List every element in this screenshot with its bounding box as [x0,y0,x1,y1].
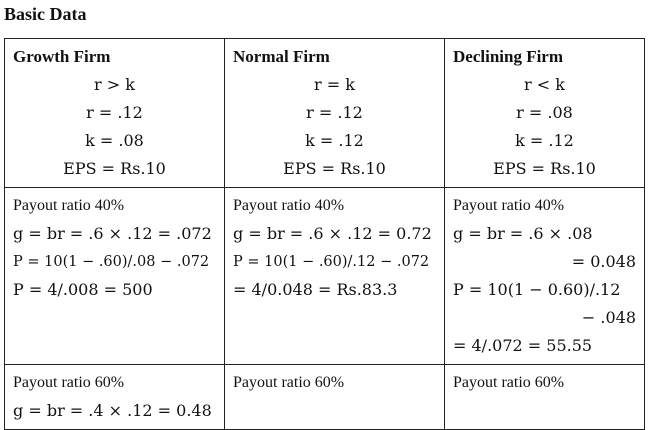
payout-40-row [5,188,645,365]
normal-payout60-label: Payout ratio 60% [233,374,345,391]
declining-payout60-label: Payout ratio 60% [453,374,565,391]
normal-payout40-label: Payout ratio 40% [233,197,345,214]
normal-payout40-cell [225,188,445,365]
declining-condition: r < k [524,75,565,94]
declining-eps-value: EPS = Rs.10 [493,159,596,178]
declining-k-value: k = .12 [515,131,574,150]
declining-payout60-cell [445,365,645,430]
normal-payout40-price-formula: P = 10(1 − .60)/.12 − .072 [233,254,430,270]
growth-payout40-label: Payout ratio 40% [13,197,125,214]
normal-k-value: k = .12 [305,131,364,150]
growth-payout40-cell [5,188,225,365]
growth-payout40-growth-rate: g = br = .6 × .12 = .072 [13,224,212,243]
normal-firm-title: Normal Firm [233,47,330,66]
growth-eps-value: EPS = Rs.10 [63,159,166,178]
normal-payout40-growth-rate: g = br = .6 × .12 = 0.72 [233,224,432,243]
declining-r-value: r = .08 [516,103,573,122]
normal-eps-value: EPS = Rs.10 [283,159,386,178]
growth-payout40-price-formula: P = 10(1 − .60)/.08 − .072 [13,254,210,270]
declining-payout40-growth-result: = 0.048 [571,252,636,271]
normal-payout60-cell [225,365,445,430]
normal-r-value: r = .12 [306,103,363,122]
declining-payout40-growth-rate: g = br = .6 × .08 [453,224,593,243]
declining-payout40-price-formula: P = 10(1 − 0.60)/.12 [453,280,621,299]
growth-r-value: r = .12 [86,103,143,122]
declining-firm-title: Declining Firm [453,47,564,66]
assumptions-row [5,39,645,188]
growth-k-value: k = .08 [85,131,144,150]
declining-payout40-cell [445,188,645,365]
growth-payout60-label: Payout ratio 60% [13,374,125,391]
section-heading: Basic Data [4,4,87,24]
declining-payout40-label: Payout ratio 40% [453,197,565,214]
growth-payout40-price-result: P = 4/.008 = 500 [13,280,153,299]
declining-firm-cell [445,39,645,188]
growth-firm-title: Growth Firm [13,47,111,66]
growth-payout60-cell [5,365,225,430]
declining-payout40-price-formula-cont: − .048 [581,308,636,327]
normal-condition: r = k [314,75,355,94]
payout-60-row [5,365,645,430]
firm-comparison-table [4,38,645,430]
growth-condition: r > k [94,75,135,94]
normal-firm-cell [225,39,445,188]
growth-payout60-growth-rate: g = br = .4 × .12 = 0.48 [13,401,212,420]
normal-payout40-price-result: = 4/0.048 = Rs.83.3 [233,280,398,299]
growth-firm-cell [5,39,225,188]
declining-payout40-price-result: = 4/.072 = 55.55 [453,336,593,355]
